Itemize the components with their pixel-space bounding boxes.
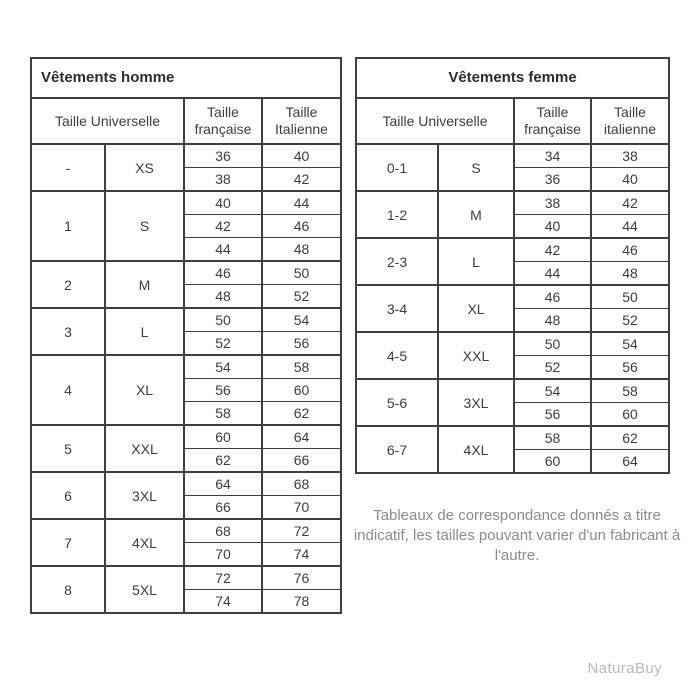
french-size-value: 54 xyxy=(184,355,262,379)
french-size-value: 68 xyxy=(184,519,262,543)
universal-size-cell: 2 xyxy=(31,261,105,308)
italian-size-value: 44 xyxy=(591,215,669,239)
italian-size-value: 60 xyxy=(262,379,341,402)
french-size-value: 38 xyxy=(184,168,262,192)
french-size-value: 58 xyxy=(514,426,591,450)
italian-size-value: 78 xyxy=(262,590,341,614)
letter-size-cell: XL xyxy=(438,285,514,332)
french-size-value: 44 xyxy=(184,238,262,262)
italian-size-value: 66 xyxy=(262,449,341,473)
letter-size-cell: XXL xyxy=(438,332,514,379)
french-size-value: 46 xyxy=(184,261,262,285)
header-universal: Taille Universelle xyxy=(356,98,514,144)
french-size-value: 40 xyxy=(184,191,262,215)
header-french: Taille française xyxy=(514,98,591,144)
italian-size-value: 58 xyxy=(591,379,669,403)
italian-size-value: 62 xyxy=(591,426,669,450)
universal-size-cell: 6-7 xyxy=(356,426,438,473)
header-italian: Taille italienne xyxy=(591,98,669,144)
letter-size-cell: L xyxy=(105,308,184,355)
italian-size-value: 40 xyxy=(262,144,341,168)
header-italian: Taille Italienne xyxy=(262,98,341,144)
footer-note: Tableaux de correspondance donnés a titre indicatif, les tailles pouvant varier d'un fabricant à l'autre. xyxy=(353,507,681,564)
italian-size-value: 42 xyxy=(262,168,341,192)
french-size-value: 48 xyxy=(184,285,262,309)
italian-size-value: 64 xyxy=(591,450,669,474)
french-size-value: 42 xyxy=(514,238,591,262)
letter-size-cell: M xyxy=(105,261,184,308)
french-size-value: 56 xyxy=(514,403,591,427)
letter-size-cell: 5XL xyxy=(105,566,184,613)
letter-size-cell: XS xyxy=(105,144,184,191)
universal-size-cell: 5-6 xyxy=(356,379,438,426)
universal-size-cell: 4 xyxy=(31,355,105,425)
universal-size-cell: 1-2 xyxy=(356,191,438,238)
italian-size-value: 46 xyxy=(262,215,341,238)
french-size-value: 66 xyxy=(184,496,262,520)
italian-size-value: 54 xyxy=(262,308,341,332)
french-size-value: 36 xyxy=(514,168,591,192)
italian-size-value: 64 xyxy=(262,425,341,449)
french-size-value: 52 xyxy=(514,356,591,380)
letter-size-cell: S xyxy=(105,191,184,261)
universal-size-cell: 6 xyxy=(31,472,105,519)
french-size-value: 72 xyxy=(184,566,262,590)
italian-size-value: 62 xyxy=(262,402,341,426)
french-size-value: 50 xyxy=(514,332,591,356)
italian-size-value: 52 xyxy=(262,285,341,309)
universal-size-cell: 7 xyxy=(31,519,105,566)
french-size-value: 74 xyxy=(184,590,262,614)
italian-size-value: 38 xyxy=(591,144,669,168)
italian-size-value: 54 xyxy=(591,332,669,356)
french-size-value: 60 xyxy=(184,425,262,449)
universal-size-cell: 3 xyxy=(31,308,105,355)
italian-size-value: 56 xyxy=(262,332,341,356)
letter-size-cell: S xyxy=(438,144,514,191)
french-size-value: 52 xyxy=(184,332,262,356)
italian-size-value: 52 xyxy=(591,309,669,333)
universal-size-cell: 4-5 xyxy=(356,332,438,379)
universal-size-cell: 3-4 xyxy=(356,285,438,332)
women-table-title: Vêtements femme xyxy=(356,58,669,98)
universal-size-cell: 5 xyxy=(31,425,105,472)
letter-size-cell: 3XL xyxy=(438,379,514,426)
naturabuy-watermark: NaturaBuy xyxy=(587,660,662,677)
french-size-value: 42 xyxy=(184,215,262,238)
women-size-table xyxy=(355,57,670,474)
italian-size-value: 68 xyxy=(262,472,341,496)
header-universal: Taille Universelle xyxy=(31,98,184,144)
italian-size-value: 50 xyxy=(591,285,669,309)
french-size-value: 34 xyxy=(514,144,591,168)
italian-size-value: 46 xyxy=(591,238,669,262)
italian-size-value: 70 xyxy=(262,496,341,520)
men-table-title: Vêtements homme xyxy=(31,58,341,98)
italian-size-value: 60 xyxy=(591,403,669,427)
letter-size-cell: 4XL xyxy=(438,426,514,473)
universal-size-cell: 0-1 xyxy=(356,144,438,191)
french-size-value: 62 xyxy=(184,449,262,473)
italian-size-value: 58 xyxy=(262,355,341,379)
italian-size-value: 44 xyxy=(262,191,341,215)
french-size-value: 40 xyxy=(514,215,591,239)
italian-size-value: 74 xyxy=(262,543,341,567)
french-size-value: 54 xyxy=(514,379,591,403)
letter-size-cell: 4XL xyxy=(105,519,184,566)
italian-size-value: 40 xyxy=(591,168,669,192)
french-size-value: 64 xyxy=(184,472,262,496)
french-size-value: 46 xyxy=(514,285,591,309)
italian-size-value: 42 xyxy=(591,191,669,215)
french-size-value: 48 xyxy=(514,309,591,333)
letter-size-cell: M xyxy=(438,191,514,238)
italian-size-value: 48 xyxy=(262,238,341,262)
letter-size-cell: XL xyxy=(105,355,184,425)
italian-size-value: 56 xyxy=(591,356,669,380)
italian-size-value: 72 xyxy=(262,519,341,543)
french-size-value: 56 xyxy=(184,379,262,402)
letter-size-cell: L xyxy=(438,238,514,285)
french-size-value: 50 xyxy=(184,308,262,332)
italian-size-value: 50 xyxy=(262,261,341,285)
french-size-value: 60 xyxy=(514,450,591,474)
italian-size-value: 76 xyxy=(262,566,341,590)
header-french: Taille française xyxy=(184,98,262,144)
universal-size-cell: 1 xyxy=(31,191,105,261)
italian-size-value: 48 xyxy=(591,262,669,286)
french-size-value: 38 xyxy=(514,191,591,215)
french-size-value: 58 xyxy=(184,402,262,426)
letter-size-cell: XXL xyxy=(105,425,184,472)
french-size-value: 70 xyxy=(184,543,262,567)
universal-size-cell: - xyxy=(31,144,105,191)
french-size-value: 36 xyxy=(184,144,262,168)
letter-size-cell: 3XL xyxy=(105,472,184,519)
universal-size-cell: 2-3 xyxy=(356,238,438,285)
men-size-table xyxy=(30,57,342,614)
universal-size-cell: 8 xyxy=(31,566,105,613)
french-size-value: 44 xyxy=(514,262,591,286)
